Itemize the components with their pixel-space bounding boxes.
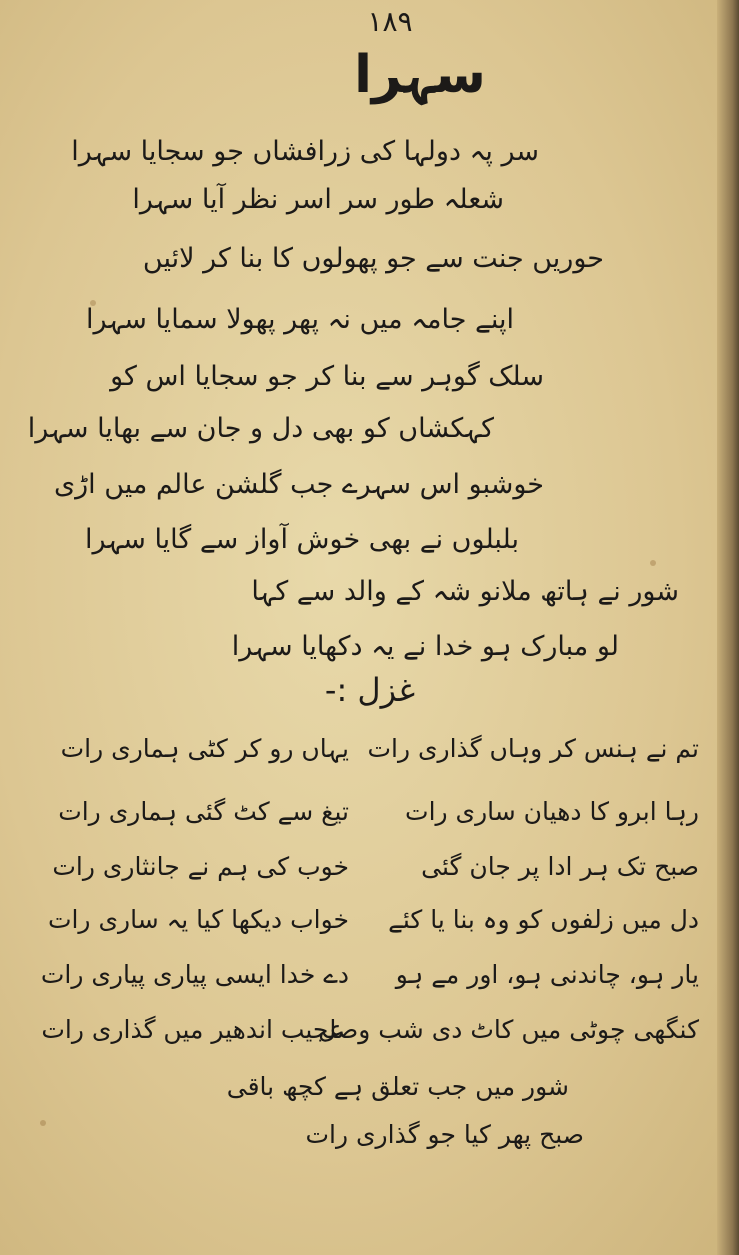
sehra-line: خوشبو اس سہرے جب گلشن عالم میں اڑی — [53, 469, 544, 500]
sehra-line: سلک گوہر سے بنا کر جو سجایا اس کو — [110, 361, 544, 392]
ghazal-hemistich-left: تیغ سے کٹ گئی ہماری رات — [58, 797, 349, 826]
ghazal-hemistich-left: عجیب اندھیر میں گذاری رات — [41, 1015, 344, 1044]
ghazal-hemistich-right: کنگھی چوٹی میں کاٹ دی شب وصل — [318, 1015, 699, 1044]
paper-stain — [40, 1120, 46, 1126]
closing-line: شور میں جب تعلق ہے کچھ باقی — [226, 1072, 569, 1101]
ghazal-hemistich-right: صبح تک ہر ادا پر جان گئی — [421, 852, 699, 881]
sehra-line: کہکشاں کو بھی دل و جان سے بھایا سہرا — [27, 413, 494, 444]
sehra-line: حوریں جنت سے جو پھولوں کا بنا کر لائیں — [142, 243, 604, 274]
ghazal-hemistich-left: خواب دیکھا کیا یہ ساری رات — [47, 905, 349, 934]
sehra-line: لو مبارک ہو خدا نے یہ دکھایا سہرا — [231, 631, 619, 662]
ghazal-heading: غزل :- — [324, 671, 416, 709]
page-number: ۱۸۹ — [367, 5, 413, 38]
ghazal-hemistich-right: یار ہو، چاندنی ہو، اور مے ہو — [395, 960, 699, 989]
ghazal-hemistich-left: یہاں رو کر کٹی ہماری رات — [60, 734, 349, 763]
ghazal-hemistich-right: دل میں زلفوں کو وہ بنا یا کئے — [388, 905, 699, 934]
ghazal-hemistich-right: رہا ابرو کا دھیان ساری رات — [405, 797, 699, 826]
closing-line: صبح پھر کیا جو گذاری رات — [305, 1120, 584, 1149]
sehra-line: اپنے جامہ میں نہ پھر پھولا سمایا سہرا — [86, 304, 514, 335]
poem-title: سہرا — [354, 45, 486, 105]
ghazal-hemistich-left: دے خدا ایسی پیاری پیاری رات — [40, 960, 349, 989]
ghazal-hemistich-right: تم نے ہنس کر وہاں گذاری رات — [367, 734, 699, 763]
sehra-line: سر پہ دولہا کی زرافشاں جو سجایا سہرا — [71, 136, 539, 167]
sehra-line: شعلہ طور سر اسر نظر آیا سہرا — [132, 184, 504, 215]
sehra-line: شور نے ہاتھ ملانو شہ کے والد سے کہا — [251, 576, 679, 607]
book-spine — [717, 0, 739, 1255]
paper-stain — [650, 560, 656, 566]
sehra-line: بلبلوں نے بھی خوش آواز سے گایا سہرا — [85, 524, 519, 555]
ghazal-hemistich-left: خوب کی ہم نے جانثاری رات — [52, 852, 349, 881]
